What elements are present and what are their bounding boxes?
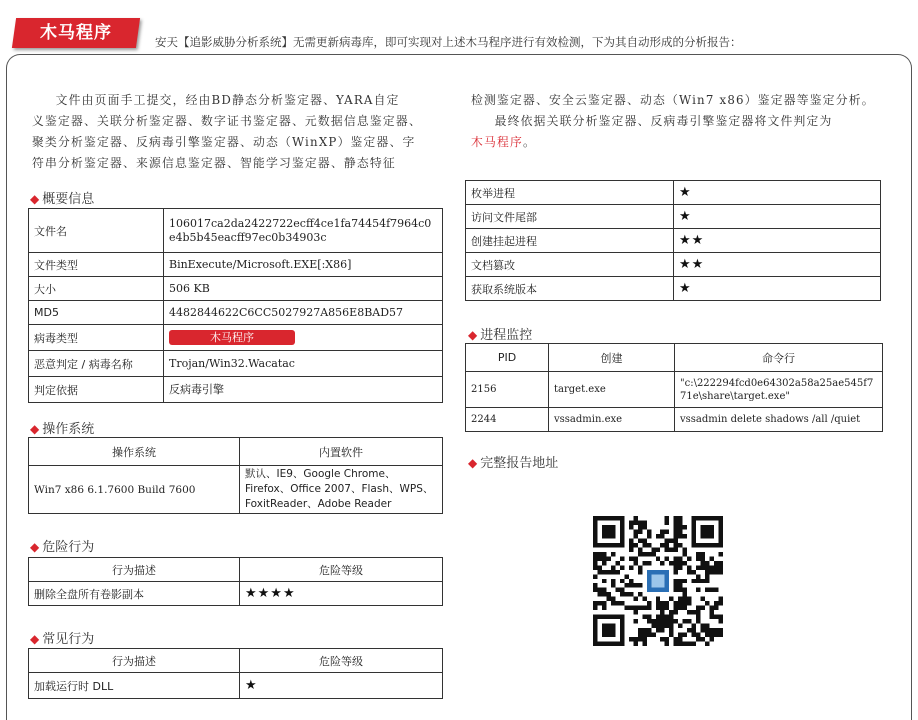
table-header-row: 操作系统 内置软件: [29, 438, 443, 466]
os-table: [28, 437, 443, 514]
table-row: 创建挂起进程 ★★: [466, 229, 881, 253]
qr-code[interactable]: [593, 516, 723, 646]
table-row: 获取系统版本 ★: [466, 277, 881, 301]
diamond-icon: ◆: [30, 540, 40, 554]
diamond-icon: ◆: [30, 422, 40, 436]
section-title-report: ◆ 完整报告地址: [468, 456, 559, 471]
behavior-table: [465, 180, 881, 301]
summary-paragraph-left: 文件由页面手工提交，经由BD静态分析鉴定器、YARA自定 义鉴定器、关联分析鉴定器、数字证书鉴定器、元数据信息鉴定器、 聚类分析鉴定器、反病毒引擎鉴定器、动态（WinXP）鉴定器、字 符串分析鉴定器、来源信息鉴定器、智能学习鉴定器、静态特征: [32, 93, 422, 170]
diamond-icon: ◆: [468, 456, 478, 470]
table-header-row: 行为描述 危险等级: [29, 649, 443, 673]
process-table: [465, 343, 883, 432]
table-row: 大小 506 KB: [29, 277, 443, 301]
summary-paragraph-right: 检测鉴定器、安全云鉴定器、动态（Win7 x86）鉴定器等鉴定分析。 最终依据关联分析鉴定器、反病毒引擎鉴定器将文件判定为 木马程序。: [471, 93, 875, 149]
table-row: Win7 x86 6.1.7600 Build 7600 默认、IE9、Google Chrome、Firefox、Office 2007、Flash、WPS、FoxitReader、Adobe Reader: [29, 466, 443, 514]
table-row: 加载运行时 DLL ★: [29, 673, 443, 699]
table-row: 恶意判定 / 病毒名称 Trojan/Win32.Wacatac: [29, 351, 443, 377]
danger-table: [28, 557, 443, 606]
table-row: 2244 vssadmin.exe vssadmin delete shadows /all /quiet: [466, 408, 883, 432]
table-row: 病毒类型 木马程序: [29, 325, 443, 351]
section-banner: 木马程序: [12, 18, 140, 48]
diamond-icon: ◆: [30, 632, 40, 646]
section-title-os: ◆ 操作系统: [30, 422, 95, 437]
section-title-overview: ◆ 概要信息: [30, 192, 95, 207]
table-row: 判定依据 反病毒引擎: [29, 377, 443, 403]
table-row: 文件名 106017ca2da2422722ecff4ce1fa74454f7964c0e4b5b45eacff97ec0b34903c: [29, 209, 443, 253]
table-row: 文件类型 BinExecute/Microsoft.EXE[:X86]: [29, 253, 443, 277]
table-row: MD5 4482844622C6CC5027927A856E8BAD57: [29, 301, 443, 325]
intro-text: 安天【追影威胁分析系统】无需更新病毒库，即可实现对上述木马程序进行有效检测，下为其自动形成的分析报告：: [155, 35, 742, 49]
table-header-row: PID 创建 命令行: [466, 344, 883, 372]
section-title-danger: ◆ 危险行为: [30, 540, 95, 555]
diamond-icon: ◆: [30, 192, 40, 206]
overview-table: [28, 208, 443, 403]
verdict-text: 木马程序: [471, 135, 523, 149]
table-row: 文档篡改 ★★: [466, 253, 881, 277]
diamond-icon: ◆: [468, 328, 478, 342]
table-row: 枚举进程 ★: [466, 181, 881, 205]
section-title-common: ◆ 常见行为: [30, 632, 95, 647]
virus-type-badge: 木马程序: [169, 330, 295, 345]
table-row: 访问文件尾部 ★: [466, 205, 881, 229]
table-row: 删除全盘所有卷影副本 ★★★★: [29, 582, 443, 606]
common-table: [28, 648, 443, 699]
section-title-process: ◆ 进程监控: [468, 328, 533, 343]
table-header-row: 行为描述 危险等级: [29, 558, 443, 582]
table-row: 2156 target.exe "c:\222294fcd0e64302a58a25ae545f771e\share\target.exe": [466, 372, 883, 408]
